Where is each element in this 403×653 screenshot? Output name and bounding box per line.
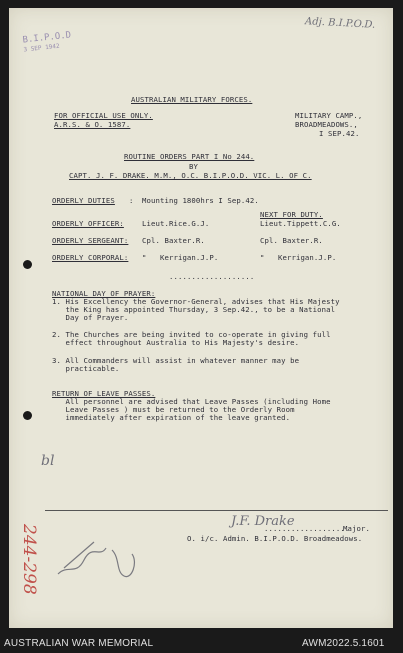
orderly-duties-colon: :	[129, 196, 134, 205]
orderly-sergeant-next: Cpl. Baxter.R.	[260, 236, 323, 245]
reference-number: A.R.S. & O. 1587.	[54, 120, 131, 129]
commanding-officer-line: CAPT. J. F. DRAKE. M.M., O.C. B.I.P.O.D. VIC. L. OF C.	[69, 171, 312, 180]
handwritten-signature: J.F. Drake	[231, 514, 295, 529]
prayer-heading: NATIONAL DAY OF PRAYER:	[52, 289, 156, 298]
document-title: AUSTRALIAN MILITARY FORCES.	[131, 95, 253, 104]
margin-initials: bl	[41, 453, 55, 469]
orderly-officer-label: ORDERLY OFFICER:	[52, 219, 124, 228]
punch-hole-upper	[23, 260, 32, 269]
signature-title: O. i/c. Admin. B.I.P.O.D. Broadmeadows.	[187, 534, 363, 543]
orderly-sergeant-current: Cpl. Baxter.R.	[142, 236, 205, 245]
stamp-line-2: 3 SEP 1942	[23, 42, 60, 54]
margin-scribble	[54, 528, 149, 583]
official-use-note: FOR OFFICIAL USE ONLY.	[54, 111, 153, 120]
signature-dots: ...................	[264, 524, 350, 533]
orderly-duties-value: Mounting 1800hrs I Sep.42.	[142, 196, 259, 205]
document-date: I SEP.42.	[319, 129, 360, 138]
by-label: BY	[189, 162, 198, 171]
location-line-2: BROADMEADOWS.,	[295, 120, 358, 129]
signature-rule	[45, 510, 388, 511]
section-separator: ...................	[169, 272, 255, 281]
handwritten-annotation-top: Adj. B.I.P.O.D.	[304, 16, 376, 31]
location-line-1: MILITARY CAMP.,	[295, 111, 363, 120]
document-page	[9, 8, 393, 628]
stamp-line-1: B.I.P.O.D	[22, 30, 72, 46]
orderly-duties-label: ORDERLY DUTIES	[52, 196, 115, 205]
leave-passes-heading: RETURN OF LEAVE PASSES.	[52, 389, 156, 398]
orderly-corporal-next: " Kerrigan.J.P.	[260, 253, 337, 262]
signature-rank: Major.	[343, 524, 370, 533]
receipt-stamp	[22, 31, 72, 54]
next-for-duty-heading: NEXT FOR DUTY.	[260, 210, 323, 219]
footer-accession-number: AWM2022.5.1601	[302, 638, 385, 649]
orders-title: ROUTINE ORDERS PART I No 244.	[124, 152, 255, 161]
prayer-item-2: 2. The Churches are being invited to co-operate in giving full effect throughout Australia to His Majesty's desire.	[52, 330, 331, 347]
footer-institution: AUSTRALIAN WAR MEMORIAL	[4, 638, 154, 649]
orderly-corporal-current: " Kerrigan.J.P.	[142, 253, 219, 262]
orderly-officer-next: Lieut.Tippett.C.G.	[260, 219, 341, 228]
prayer-item-1: 1. His Excellency the Governor-General, advises that His Majesty the King has appointed Thursday, 3 Sep.42., to be a National Day of Prayer.	[52, 297, 340, 322]
red-pencil-number: 244-298	[19, 524, 39, 595]
prayer-item-3: 3. All Commanders will assist in whatever manner may be practicable.	[52, 356, 300, 373]
orderly-corporal-label: ORDERLY CORPORAL:	[52, 253, 129, 262]
punch-hole-lower	[23, 411, 32, 420]
orderly-officer-current: Lieut.Rice.G.J.	[142, 219, 210, 228]
leave-passes-body: All personnel are advised that Leave Passes (including Home Leave Passes ) must be returned to the Orderly Room immediately after expiration of the leave granted.	[65, 397, 331, 422]
orderly-sergeant-label: ORDERLY SERGEANT:	[52, 236, 129, 245]
